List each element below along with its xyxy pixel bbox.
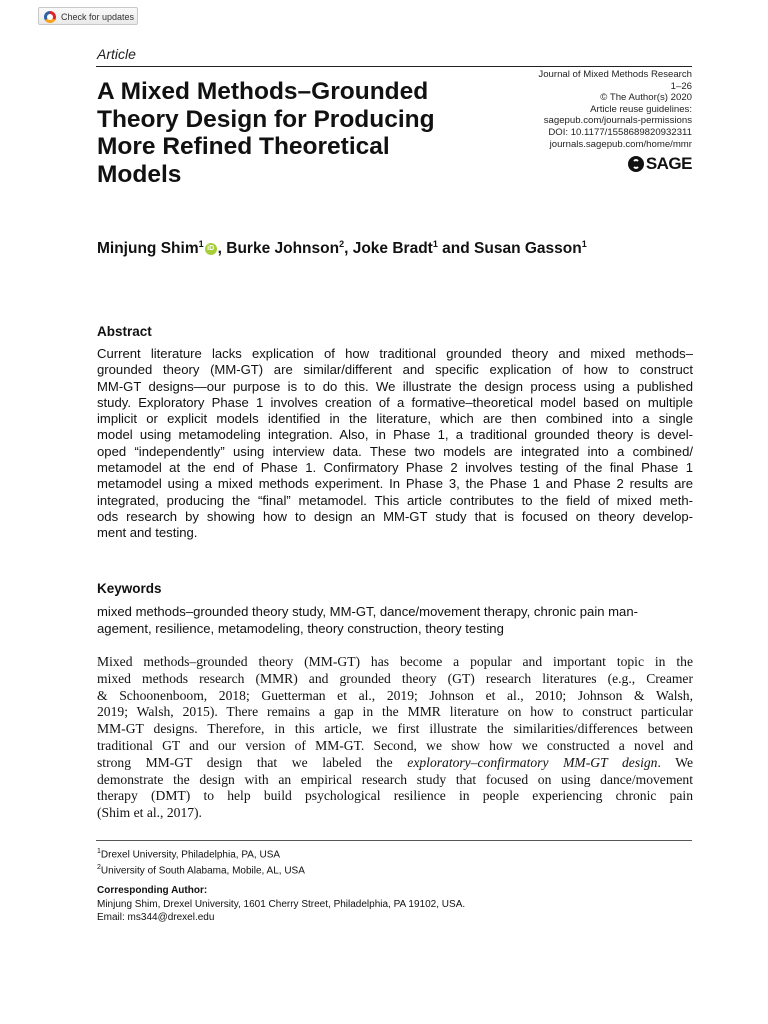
author-affiliation-mark: 2 — [339, 239, 345, 249]
keywords-heading: Keywords — [97, 581, 162, 596]
doi-link[interactable]: DOI: 10.1177/1558689820932311 — [548, 126, 692, 138]
abstract-line: study. Exploratory Phase 1 involves creation of a formative–theoretical model based on multiple — [97, 394, 693, 410]
body-text-span: . We — [657, 754, 694, 770]
body-line: MM-GT designs. Therefore, in this article, we first illustrate the similarities/differences between — [97, 721, 693, 737]
body-line: & Schoonenboom, 2018; Guetterman et al., 2019; Johnson et al., 2010; Johnson & Walsh, — [97, 687, 693, 703]
keywords-line: agement, resilience, metamodeling, theory construction, theory testing — [97, 621, 504, 636]
article-title — [97, 78, 497, 188]
journal-name: Journal of Mixed Methods Research — [538, 69, 692, 80]
abstract-line: implicit or explicit models identified in the literature, which are then combined into a single — [97, 411, 693, 427]
affiliation-text: Drexel University, Philadelphia, PA, USA — [100, 849, 281, 861]
body-line: (Shim et al., 2017). — [97, 805, 202, 821]
body-line: 2019; Walsh, 2015). There remains a gap in the MMR literature on how to construct particular — [97, 704, 693, 720]
keywords-line: mixed methods–grounded theory study, MM-GT, dance/movement therapy, chronic pain man- — [97, 604, 638, 619]
affiliation-text: University of South Alabama, Mobile, AL, USA — [100, 865, 305, 877]
check-for-updates-button[interactable] — [38, 7, 138, 25]
publisher-name: SAGE — [645, 154, 692, 173]
author-name: Burke Johnson — [226, 240, 340, 258]
author-affiliation-mark: 1 — [581, 239, 587, 249]
body-paragraph — [97, 654, 693, 822]
affiliation-item — [97, 845, 693, 861]
abstract-line: ods research by showing how to design an MM-GT study that is focused on theory develop- — [97, 508, 693, 524]
abstract-heading: Abstract — [97, 324, 152, 339]
article-type-label: Article — [97, 46, 136, 62]
abstract-line: metamodel at the end of Phase 1. Confirmatory Phase 2 involves testing of the final Phase 1 — [97, 460, 693, 476]
abstract-text — [97, 346, 693, 542]
reuse-label: Article reuse guidelines: — [590, 103, 692, 115]
journal-home-link[interactable]: journals.sagepub.com/home/mmr — [549, 138, 692, 150]
abstract-line: Current literature lacks explication of how traditional grounded theory and mixed methods– — [97, 346, 693, 361]
abstract-line: integrated, producing the “final” metamodel. This article contributes to the field of mixed meth- — [97, 492, 693, 508]
journal-copyright: © The Author(s) 2020 — [600, 92, 692, 104]
affiliation-mark: 1 — [97, 848, 101, 855]
abstract-line: ment and testing. — [97, 525, 198, 541]
body-line — [97, 755, 693, 772]
design-name-emphasis: exploratory–confirmatory MM-GT design — [407, 754, 658, 770]
abstract-line: oped “independently” using interview data. These two models are integrated into a combined/ — [97, 443, 693, 459]
author-name: Susan Gasson — [474, 240, 582, 258]
body-line: mixed methods research (MMR) and grounded theory (GT) research literatures (e.g., Creamer — [97, 670, 693, 686]
publisher-logo — [628, 154, 692, 174]
author-separator: , — [344, 240, 353, 258]
author-list — [97, 239, 697, 258]
author-separator: and — [437, 240, 475, 258]
body-line: demonstrate the design with an empirical research study that focused on using dance/movement — [97, 771, 693, 787]
author-affiliation-mark: 1 — [432, 239, 438, 249]
author-separator: , — [217, 240, 227, 258]
body-line: therapy (DMT) to help build psychological resilience in people experiencing chronic pain — [97, 788, 693, 804]
keywords-text — [97, 603, 693, 637]
corresponding-author-heading: Corresponding Author: — [97, 885, 208, 896]
check-for-updates-label: Check for updates — [61, 12, 135, 22]
title-line: Models — [97, 160, 182, 188]
journal-pages: 1–26 — [670, 80, 692, 92]
abstract-line: MM-GT designs—our purpose is to do this. We illustrate the design process using a published — [97, 378, 693, 394]
orcid-icon[interactable]: iD — [205, 243, 217, 255]
body-line: traditional GT and our version of MM-GT. Second, we show how we constructed a novel and — [97, 737, 693, 753]
journal-info — [452, 69, 692, 150]
title-line: A Mixed Methods–Grounded — [97, 78, 429, 105]
title-line: Theory Design for Producing — [97, 105, 435, 133]
abstract-line: grounded theory (MM-GT) are similar/different and specific explication of how to construct — [97, 362, 693, 378]
header-rule — [96, 66, 692, 67]
crossmark-icon — [44, 11, 56, 23]
title-line: More Refined Theoretical — [97, 133, 390, 160]
corresponding-author-address: Minjung Shim, Drexel University, 1601 Cherry Street, Philadelphia, PA 19102, USA. — [97, 898, 466, 910]
sage-logo-icon — [628, 156, 644, 172]
corresponding-author-email[interactable]: Email: ms344@drexel.edu — [97, 912, 215, 923]
author-name: Joke Bradt — [352, 240, 433, 258]
affiliations — [97, 845, 693, 878]
affiliation-mark: 2 — [97, 864, 101, 872]
affiliation-item — [97, 861, 693, 877]
author-affiliation-mark: 1 — [198, 239, 204, 249]
body-line: Mixed methods–grounded theory (MM-GT) has become a popular and important topic in the — [97, 654, 693, 669]
corresponding-author — [97, 884, 693, 925]
footnote-rule — [96, 840, 692, 841]
abstract-line: metamodel using a mixed methods experiment. In Phase 3, the Phase 1 and Phase 2 results are — [97, 476, 693, 492]
author-name: Minjung Shim — [97, 240, 199, 258]
abstract-line: model using metamodeling integration. Also, in Phase 1, a traditional grounded theory is devel- — [97, 427, 693, 443]
reuse-link[interactable]: sagepub.com/journals-permissions — [543, 115, 692, 127]
body-text-span: strong MM-GT design that we labeled the — [97, 754, 408, 770]
